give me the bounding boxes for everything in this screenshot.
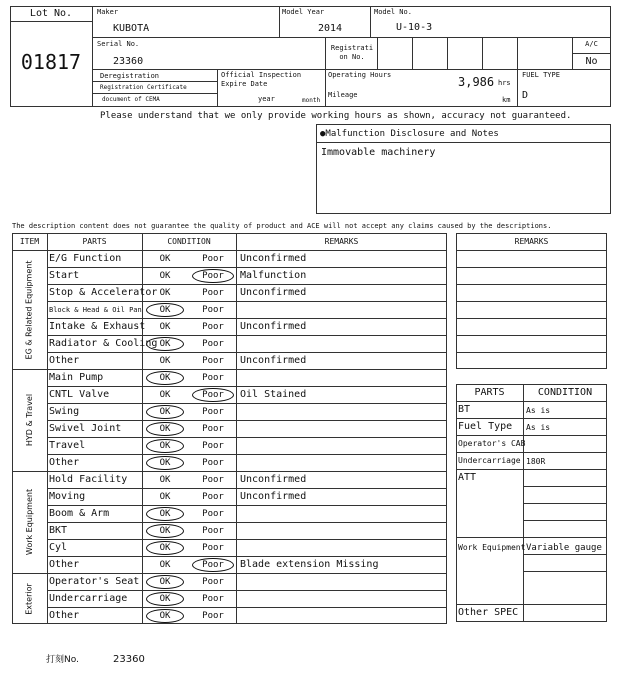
group-label: HYD & Travel <box>24 393 34 447</box>
part-name: Block & Head & Oil Pan <box>49 306 142 314</box>
part-name: Cyl <box>49 542 68 553</box>
work-equipment-label: Work Equipment <box>458 543 526 552</box>
lot-number: 01817 <box>20 50 82 74</box>
condition-ok[interactable]: OK <box>159 271 171 281</box>
divider <box>47 301 447 302</box>
inspection-label: Official Inspection <box>221 71 302 79</box>
ac-label: A/C <box>585 40 598 48</box>
part-name: Boom & Arm <box>49 508 110 519</box>
divider <box>456 352 607 353</box>
part-name: E/G Function <box>49 253 122 264</box>
condition-poor[interactable]: Poor <box>202 458 224 468</box>
divider <box>47 539 447 540</box>
divider <box>377 37 378 69</box>
poor-circle-mark <box>192 388 234 402</box>
ok-circle-mark <box>146 405 184 419</box>
part-name: Other <box>49 457 80 468</box>
model-year-value: 2014 <box>318 23 343 34</box>
condition-ok[interactable]: OK <box>159 339 171 349</box>
condition-poor[interactable]: Poor <box>202 339 224 349</box>
part-name: Swing <box>49 406 80 417</box>
part-name: Start <box>49 270 80 281</box>
divider <box>456 418 607 419</box>
part-name: Other <box>49 559 80 570</box>
part-name: Radiator & Cooling <box>49 338 158 349</box>
condition-ok[interactable]: OK <box>159 373 171 383</box>
part-name: Undercarriage <box>49 593 128 604</box>
divider <box>279 6 280 37</box>
maker-label: Maker <box>97 8 119 16</box>
year-label: year <box>258 95 275 103</box>
condition-ok[interactable]: OK <box>159 288 171 298</box>
divider <box>92 6 93 107</box>
divider <box>47 607 447 608</box>
divider <box>456 335 607 336</box>
condition-ok[interactable]: OK <box>159 424 171 434</box>
divider <box>47 233 48 624</box>
condition-ok[interactable]: OK <box>159 356 171 366</box>
cema-label: document of CEMA <box>102 96 160 103</box>
condition-ok[interactable]: OK <box>159 322 171 332</box>
spec-condition: As is <box>526 406 551 415</box>
spec-part: BT <box>458 404 471 415</box>
divider <box>325 69 326 107</box>
condition-poor[interactable]: Poor <box>202 288 224 298</box>
spec-condition: 180R <box>526 457 546 466</box>
remark: Unconfirmed <box>240 287 307 298</box>
part-name: CNTL Valve <box>49 389 110 400</box>
group-divider <box>12 471 447 472</box>
part-name: Other <box>49 355 80 366</box>
spec-condition-header: CONDITION <box>537 387 593 398</box>
part-name: Moving <box>49 491 86 502</box>
divider <box>370 6 371 37</box>
poor-circle-mark <box>192 269 234 283</box>
condition-ok[interactable]: OK <box>159 560 171 570</box>
divider <box>572 53 611 54</box>
divider <box>47 352 447 353</box>
ok-circle-mark <box>146 422 184 436</box>
remark: Oil Stained <box>240 389 307 400</box>
poor-circle-mark <box>192 558 234 572</box>
group-label: Work Equipment <box>24 488 34 556</box>
divider <box>517 37 518 69</box>
registration-label: Registrati on No. <box>330 44 374 61</box>
divider <box>447 37 448 69</box>
fuel-type-label: FUEL TYPE <box>522 71 560 79</box>
header-remarks: REMARKS <box>324 237 359 246</box>
condition-ok[interactable]: OK <box>159 407 171 417</box>
ok-circle-mark <box>146 609 184 623</box>
condition-ok[interactable]: OK <box>159 475 171 485</box>
condition-ok[interactable]: OK <box>159 611 171 621</box>
divider <box>316 142 611 143</box>
part-name: Swivel Joint <box>49 423 122 434</box>
condition-poor[interactable]: Poor <box>202 577 224 587</box>
condition-poor[interactable]: Poor <box>202 441 224 451</box>
condition-ok[interactable]: OK <box>159 509 171 519</box>
divider <box>47 420 447 421</box>
condition-ok[interactable]: OK <box>159 577 171 587</box>
expire-label: Expire Date <box>221 80 268 88</box>
km-unit: km <box>502 96 511 104</box>
hrs-unit: hrs <box>498 79 511 87</box>
divider <box>47 284 447 285</box>
divider <box>12 250 447 251</box>
part-name: Travel <box>49 440 86 451</box>
condition-ok[interactable]: OK <box>159 594 171 604</box>
model-no-label: Model No. <box>374 8 412 16</box>
divider <box>47 437 447 438</box>
remark: Unconfirmed <box>240 491 307 502</box>
part-name: Hold Facility <box>49 474 128 485</box>
divider <box>217 69 218 107</box>
divider <box>456 537 607 538</box>
remark: Blade extension Missing <box>240 559 379 570</box>
remark: Unconfirmed <box>240 253 307 264</box>
divider <box>47 590 447 591</box>
ok-circle-mark <box>146 592 184 606</box>
divider <box>47 505 447 506</box>
op-hours-value: 3,986 <box>458 75 495 89</box>
deregistration-label: Deregistration <box>100 72 160 80</box>
divider <box>456 469 607 470</box>
footer-value: 23360 <box>113 654 145 665</box>
spec-part: Operator's CAB <box>458 439 526 448</box>
header-item: ITEM <box>19 237 40 246</box>
ok-circle-mark <box>146 575 184 589</box>
malfunction-title: ●Malfunction Disclosure and Notes <box>320 129 499 139</box>
divider <box>523 571 607 572</box>
divider <box>47 556 447 557</box>
condition-poor[interactable]: Poor <box>202 390 224 400</box>
fuel-type-value: D <box>522 90 529 101</box>
work-equipment-value: Variable gauge <box>526 543 602 553</box>
condition-poor[interactable]: Poor <box>202 271 224 281</box>
divider <box>47 454 447 455</box>
remark: Unconfirmed <box>240 474 307 485</box>
condition-poor[interactable]: Poor <box>202 526 224 536</box>
divider <box>456 452 607 453</box>
divider <box>325 37 326 69</box>
group-label: Exterior <box>24 582 34 615</box>
condition-ok[interactable]: OK <box>159 492 171 502</box>
condition-poor[interactable]: Poor <box>202 594 224 604</box>
group-divider <box>12 573 447 574</box>
hours-notice: Please understand that we only provide working hours as shown, accuracy not guaranteed. <box>100 111 572 121</box>
condition-poor[interactable]: Poor <box>202 322 224 332</box>
header-parts: PARTS <box>82 237 107 246</box>
serial-value: 23360 <box>113 56 144 67</box>
part-name: Operator's Seat <box>49 576 140 587</box>
condition-poor[interactable]: Poor <box>202 475 224 485</box>
condition-poor[interactable]: Poor <box>202 356 224 366</box>
header-condition: CONDITION <box>167 237 211 246</box>
group-label: EG & Related Equipment <box>24 260 34 359</box>
ok-circle-mark <box>146 371 184 385</box>
part-name: Other <box>49 610 80 621</box>
divider <box>456 318 607 319</box>
condition-poor[interactable]: Poor <box>202 305 224 315</box>
spec-part: Undercarriage <box>458 456 521 465</box>
spec-parts-header: PARTS <box>474 387 505 398</box>
condition-ok[interactable]: OK <box>159 526 171 536</box>
group-divider <box>12 369 447 370</box>
condition-poor[interactable]: Poor <box>202 560 224 570</box>
model-no-value: U-10-3 <box>396 22 433 33</box>
reg-cert-label: Registration Certificate <box>100 84 187 91</box>
condition-ok[interactable]: OK <box>159 458 171 468</box>
divider <box>92 37 611 38</box>
condition-ok[interactable]: OK <box>159 543 171 553</box>
divider <box>92 81 217 82</box>
part-name: Main Pump <box>49 372 104 383</box>
condition-poor[interactable]: Poor <box>202 509 224 519</box>
condition-ok[interactable]: OK <box>159 390 171 400</box>
op-hours-label: Operating Hours <box>328 71 392 79</box>
part-name: Intake & Exhaust <box>49 321 146 332</box>
divider <box>482 37 483 69</box>
ok-circle-mark <box>146 303 184 317</box>
condition-ok[interactable]: OK <box>159 254 171 264</box>
divider <box>456 435 607 436</box>
condition-poor[interactable]: Poor <box>202 543 224 553</box>
serial-label: Serial No. <box>97 40 140 48</box>
divider <box>47 403 447 404</box>
divider <box>456 284 607 285</box>
remark: Malfunction <box>240 270 307 281</box>
maker-value: KUBOTA <box>113 23 150 34</box>
divider <box>47 267 447 268</box>
divider <box>523 486 607 487</box>
condition-poor[interactable]: Poor <box>202 424 224 434</box>
ok-circle-mark <box>146 439 184 453</box>
remark: Unconfirmed <box>240 321 307 332</box>
divider <box>47 488 447 489</box>
footer-label: 打刻No. <box>46 655 79 665</box>
disclaimer: The description content does not guarantee the quality of product and ACE will not accept any claims caused by the descriptions. <box>12 222 552 230</box>
condition-poor[interactable]: Poor <box>202 492 224 502</box>
divider <box>47 386 447 387</box>
divider <box>47 318 447 319</box>
ac-value: No <box>585 56 598 67</box>
divider <box>92 69 611 70</box>
lot-label: Lot No. <box>29 8 73 19</box>
remark: Unconfirmed <box>240 355 307 366</box>
divider <box>92 93 217 94</box>
month-label: month <box>302 97 321 104</box>
divider <box>456 301 607 302</box>
other-spec-label: Other SPEC <box>458 607 519 618</box>
att-label: ATT <box>458 472 477 483</box>
condition-poor[interactable]: Poor <box>202 407 224 417</box>
condition-ok[interactable]: OK <box>159 441 171 451</box>
ok-circle-mark <box>146 337 184 351</box>
mileage-label: Mileage <box>328 91 358 99</box>
ok-circle-mark <box>146 524 184 538</box>
ok-circle-mark <box>146 456 184 470</box>
condition-ok[interactable]: OK <box>159 305 171 315</box>
divider <box>456 401 607 402</box>
model-year-label: Model Year <box>282 8 325 16</box>
divider <box>523 503 607 504</box>
divider <box>10 21 92 22</box>
malfunction-text: Immovable machinery <box>321 147 436 158</box>
ok-circle-mark <box>146 507 184 521</box>
divider <box>236 233 237 624</box>
condition-poor[interactable]: Poor <box>202 611 224 621</box>
part-name: Stop & Accelerator <box>49 287 158 298</box>
spec-condition: As is <box>526 423 551 432</box>
condition-poor[interactable]: Poor <box>202 254 224 264</box>
ok-circle-mark <box>146 541 184 555</box>
condition-poor[interactable]: Poor <box>202 373 224 383</box>
divider <box>456 604 607 605</box>
divider <box>517 69 518 107</box>
divider <box>456 267 607 268</box>
divider <box>47 335 447 336</box>
divider <box>523 554 607 555</box>
divider <box>456 250 607 251</box>
divider <box>412 37 413 69</box>
divider <box>47 522 447 523</box>
part-name: BKT <box>49 525 68 536</box>
divider <box>523 520 607 521</box>
header-remarks-right: REMARKS <box>514 237 549 246</box>
spec-part: Fuel Type <box>458 421 513 432</box>
